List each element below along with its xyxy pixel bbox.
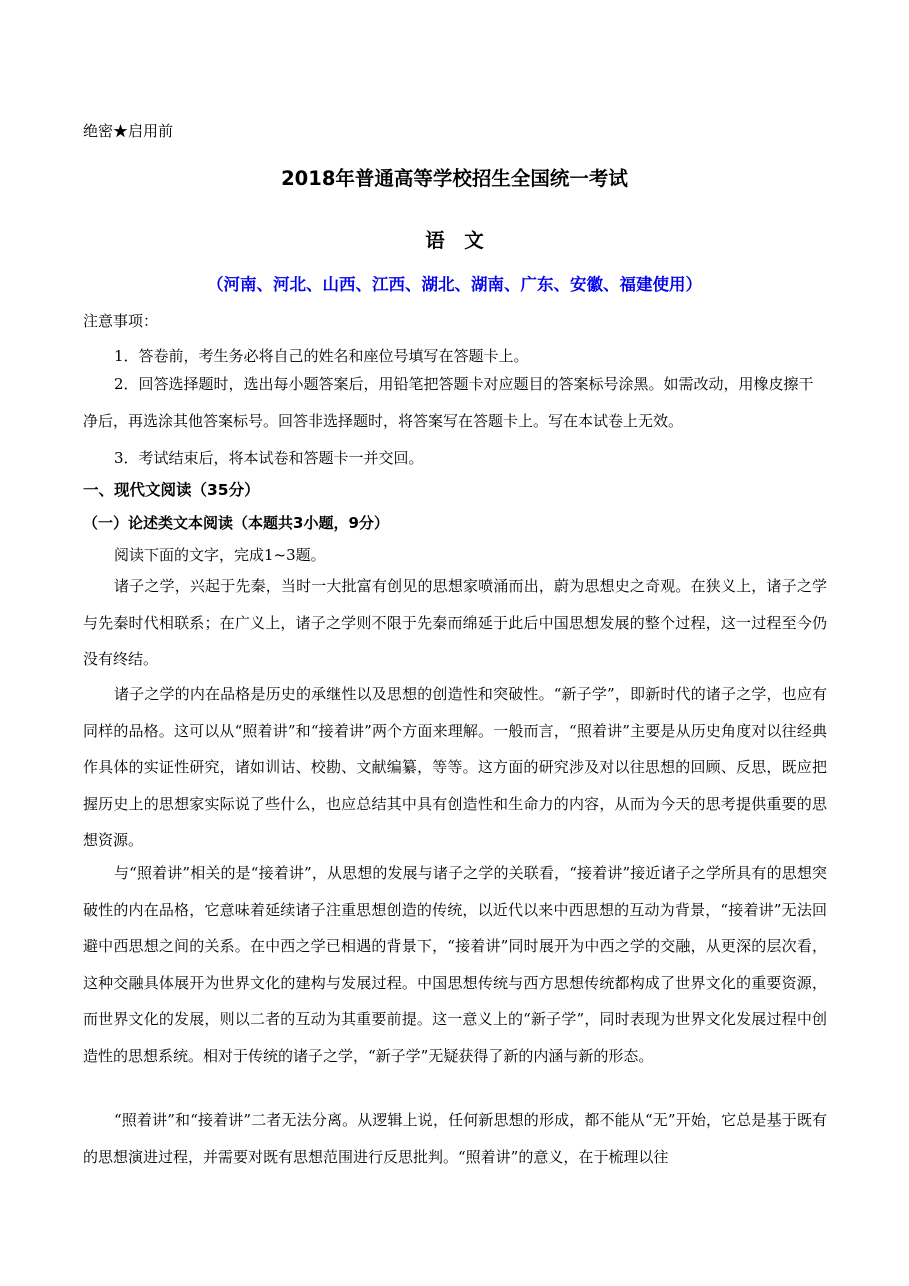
provinces-note: （河南、河北、山西、江西、湖北、湖南、广东、安徽、福建使用）	[207, 275, 702, 294]
subject-title: 语 文	[425, 229, 484, 252]
notice-item-3: 3．考试结束后，将本试卷和答题卡一并交回。	[114, 449, 424, 467]
exam-title: 2018年普通高等学校招生全国统一考试	[281, 167, 628, 190]
passage-paragraph-2: 诸子之学的内在品格是历史的承继性以及思想的创造性和突破性。“新子学”，即新时代的诸子之学，也应有同样的品格。这可以从“照着讲”和“接着讲”两个方面来理解。一般而言，“照着讲”主要是从历史角度对以往经典作具体的实证性研究，诸如训诂、校勘、文献编纂，等等。这方面的研究涉及对以往思想的回顾、反思，既应把握历史上的思想家实际说了些什么，也应总结其中具有创造性和生命力的内容，从而为今天的思考提供重要的思想资源。	[83, 685, 827, 849]
section-heading: 一、现代文阅读（35分）	[83, 481, 260, 499]
passage-paragraph-3: 与“照着讲”相关的是“接着讲”，从思想的发展与诸子之学的关联看，“接着讲”接近诸子之学所具有的思想突破性的内在品格，它意味着延续诸子注重思想创造的传统，以近代以来中西思想的互动为背景，“接着讲”无法回避中西思想之间的关系。在中西之学已相遇的背景下，“接着讲”同时展开为中西之学的交融，从更深的层次看，这种交融具体展开为世界文化的建构与发展过程。中国思想传统与西方思想传统都构成了世界文化的重要资源，而世界文化的发展，则以二者的互动为其重要前提。这一意义上的“新子学”，同时表现为世界文化发展过程中创造性的思想系统。相对于传统的诸子之学，“新子学”无疑获得了新的内涵与新的形态。	[83, 864, 827, 1065]
passage-paragraph-4: “照着讲”和“接着讲”二者无法分离。从逻辑上说，任何新思想的形成，都不能从“无”开始，它总是基于既有的思想演进过程，并需要对既有思想范围进行反思批判。“照着讲”的意义，在于梳理以往	[83, 1111, 827, 1166]
notice-item-2: 2．回答选择题时，选出每小题答案后，用铅笔把答题卡对应题目的答案标号涂黑。如需改动，用橡皮擦干净后，再选涂其他答案标号。回答非选择题时，将答案写在答题卡上。写在本试卷上无效。	[83, 375, 814, 430]
reading-instruction: 阅读下面的文字，完成1~3题。	[114, 546, 326, 564]
subsection-heading: （一）论述类文本阅读（本题共3小题，9分）	[83, 514, 389, 532]
confidential-label: 绝密★启用前	[83, 122, 174, 140]
passage-paragraph-1: 诸子之学，兴起于先秦，当时一大批富有创见的思想家喷涌而出，蔚为思想史之奇观。在狭义上，诸子之学与先秦时代相联系；在广义上，诸子之学则不限于先秦而绵延于此后中国思想发展的整个过程，这一过程至今仍没有终结。	[83, 577, 827, 668]
notice-heading: 注意事项：	[83, 312, 159, 330]
notice-item-1: 1．答卷前，考生务必将自己的姓名和座位号填写在答题卡上。	[114, 347, 529, 365]
